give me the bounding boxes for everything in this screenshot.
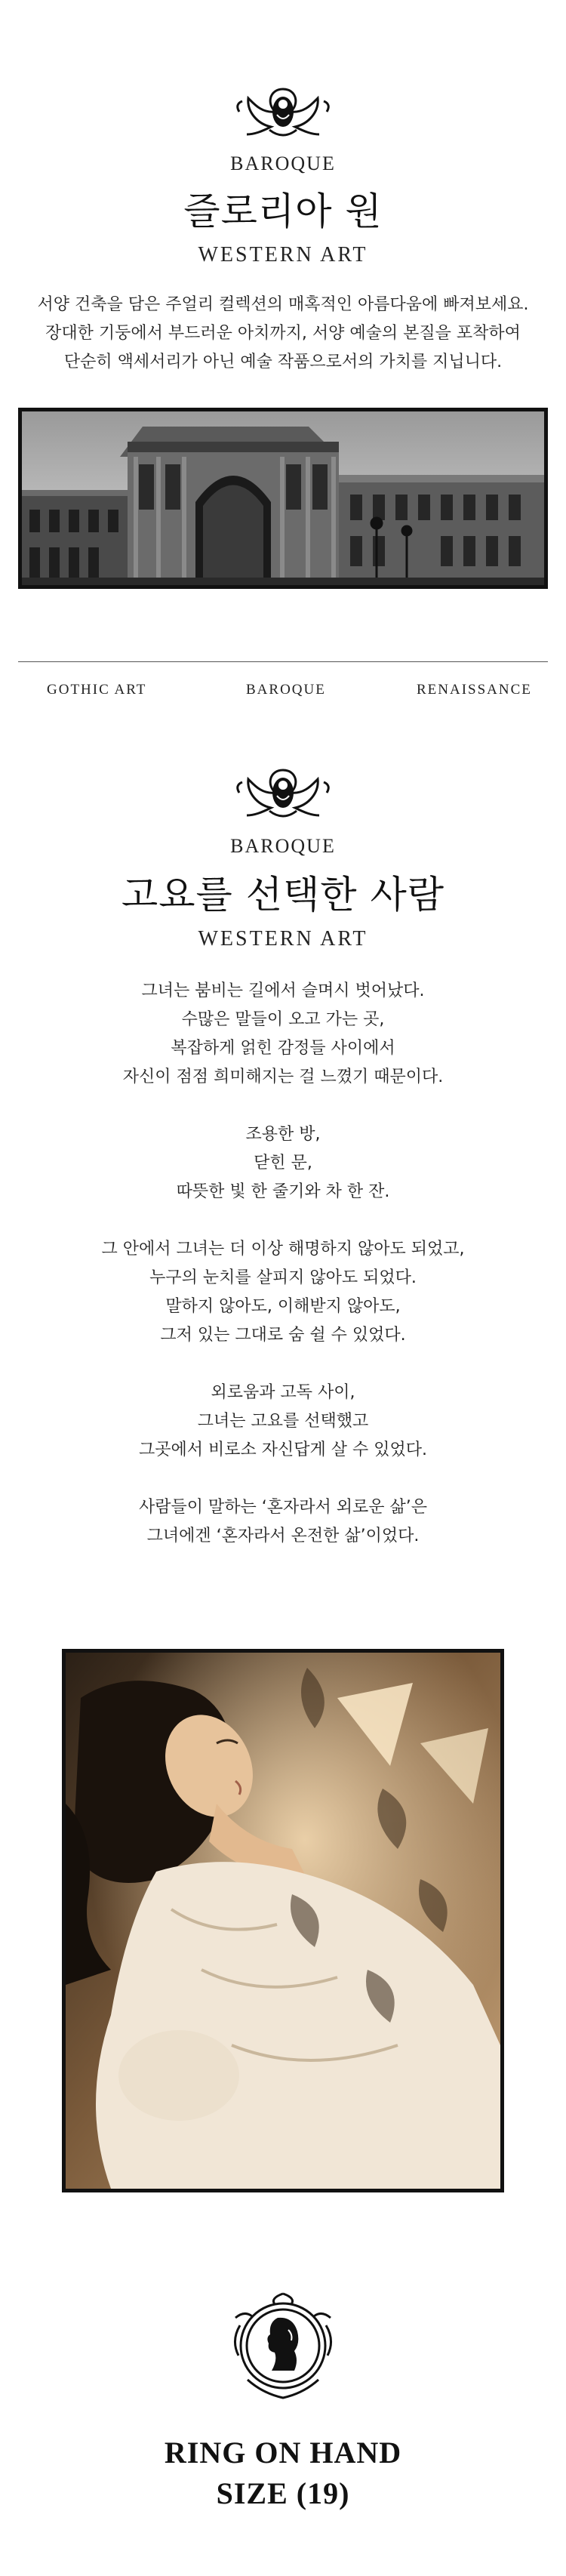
- poem-line: 그저 있는 그대로 숨 쉴 수 있었다.: [160, 1326, 406, 1345]
- section1-eyebrow: BAROQUE: [230, 153, 336, 174]
- architecture-arch-photo: [22, 411, 544, 585]
- poem-line: 사람들이 말하는 ‘혼자라서 외로운 삶’은: [139, 1498, 427, 1517]
- description-line: 장대한 기둥에서 부드러운 아치까지, 서양 예술의 본질을 포착하여: [45, 324, 521, 343]
- nav-item-gothic-art[interactable]: GOTHIC ART: [47, 682, 147, 698]
- nav-item-renaissance[interactable]: RENAISSANCE: [417, 682, 532, 698]
- poem-line: 그녀는 붐비는 길에서 슬며시 벗어났다.: [141, 981, 425, 1000]
- section2-title: 고요를 선택한 사람: [121, 873, 445, 917]
- baroque-crest-icon: [232, 763, 334, 823]
- description-line: 단순히 액세서리가 아닌 예술 작품으로서의 가치를 지닙니다.: [63, 353, 503, 371]
- poem-line: 따뜻한 빛 한 줄기와 차 한 잔.: [176, 1182, 390, 1201]
- illustration-image: [62, 1649, 504, 2192]
- section2-eyebrow: BAROQUE: [230, 835, 336, 857]
- poem-line: 그 안에서 그녀는 더 이상 해명하지 않아도 되었고,: [101, 1240, 465, 1259]
- poem-line: 그녀에겐 ‘혼자라서 온전한 삶’이었다.: [146, 1527, 420, 1545]
- poem-line: 닫힌 문,: [254, 1154, 312, 1172]
- poem-line: 누구의 눈치를 살피지 않아도 되었다.: [149, 1268, 417, 1287]
- poem-line: 외로움과 고독 사이,: [211, 1383, 355, 1402]
- section1-subtitle: WESTERN ART: [198, 243, 368, 267]
- poem-line: 말하지 않아도, 이해받지 않아도,: [165, 1297, 401, 1316]
- poem-line: 조용한 방,: [245, 1125, 321, 1144]
- section1-description: [0, 291, 566, 377]
- poem-line: 복잡하게 얽힌 감정들 사이에서: [171, 1039, 395, 1058]
- woman-lying-sunlight-illustration: [66, 1653, 500, 2189]
- poem-line: 그녀는 고요를 선택했고: [197, 1412, 369, 1431]
- cameo-medallion-icon: [225, 2288, 341, 2404]
- architecture-image: [18, 408, 548, 589]
- poem-line: 자신이 점점 희미해지는 걸 느꼈기 때문이다.: [122, 1068, 444, 1086]
- section1-title: 즐로리아 원: [183, 190, 383, 233]
- nav-item-baroque[interactable]: BAROQUE: [246, 682, 326, 698]
- description-line: 서양 건축을 담은 주얼리 컬렉션의 매혹적인 아름다움에 빠져보세요.: [37, 295, 529, 314]
- category-nav: [18, 661, 548, 723]
- poem-text: [0, 977, 566, 1551]
- footer-ring-on-hand: RING ON HAND: [164, 2436, 402, 2470]
- baroque-crest-icon: [232, 82, 334, 142]
- section2-subtitle: WESTERN ART: [198, 927, 368, 951]
- poem-line: 수많은 말들이 오고 가는 곳,: [181, 1010, 385, 1029]
- footer-size: SIZE (19): [216, 2476, 350, 2510]
- poem-line: 그곳에서 비로소 자신답게 살 수 있었다.: [139, 1441, 427, 1459]
